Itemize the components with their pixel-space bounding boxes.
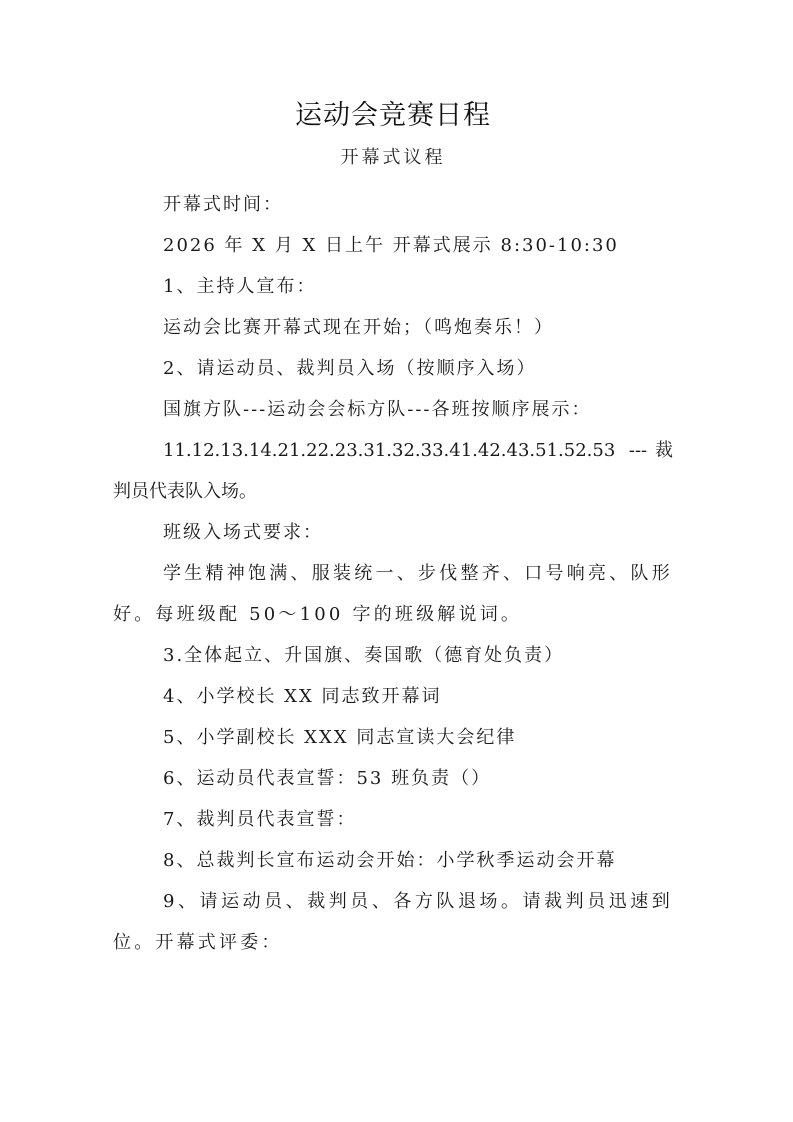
- document-body: [113, 184, 673, 963]
- paragraph-announcement: 运动会比赛开幕式现在开始；（鸣炮奏乐！）: [163, 317, 554, 338]
- paragraph-item-4: 4、小学校长 XX 同志致开幕词: [163, 686, 442, 707]
- paragraph-parade-order: 国旗方队---运动会会标方队---各班按顺序展示：: [163, 399, 592, 420]
- paragraph-item-5: 5、小学副校长 XXX 同志宣读大会纪律: [163, 727, 517, 748]
- paragraph-item-2: 2、请运动员、裁判员入场（按顺序入场）: [163, 358, 537, 379]
- paragraph-opening-time-value: 2026 年 X 月 X 日上午 开幕式展示 8:30-10:30: [163, 235, 619, 256]
- paragraph-item-7: 7、裁判员代表宣誓：: [163, 809, 357, 830]
- paragraph-item-3: 3.全体起立、升国旗、奏国歌（德育处负责）: [163, 645, 565, 666]
- paragraph-item-1: 1、主持人宣布：: [163, 276, 317, 297]
- paragraph-entry-requirements: 学生精神饱满、服装统一、步伐整齐、口号响亮、队形好。每班级配 50～100 字的班级解说词。: [113, 563, 673, 625]
- document-subtitle: 开幕式议程: [340, 147, 446, 168]
- paragraph-item-6: 6、运动员代表宣誓：53 班负责（）: [163, 768, 492, 789]
- paragraph-opening-time-label: 开幕式时间：: [163, 194, 283, 215]
- paragraph-item-9: 9、请运动员、裁判员、各方队退场。请裁判员迅速到位。开幕式评委：: [113, 891, 673, 953]
- paragraph-item-8: 8、总裁判长宣布运动会开始：小学秋季运动会开幕: [163, 850, 617, 871]
- document-title: 运动会竞赛日程: [295, 100, 491, 131]
- paragraph-entry-requirements-label: 班级入场式要求：: [163, 522, 323, 543]
- paragraph-class-sequence: 11.12.13.14.21.22.23.31.32.33.41.42.43.51.52.53 ---裁判员代表队入场。: [113, 440, 673, 502]
